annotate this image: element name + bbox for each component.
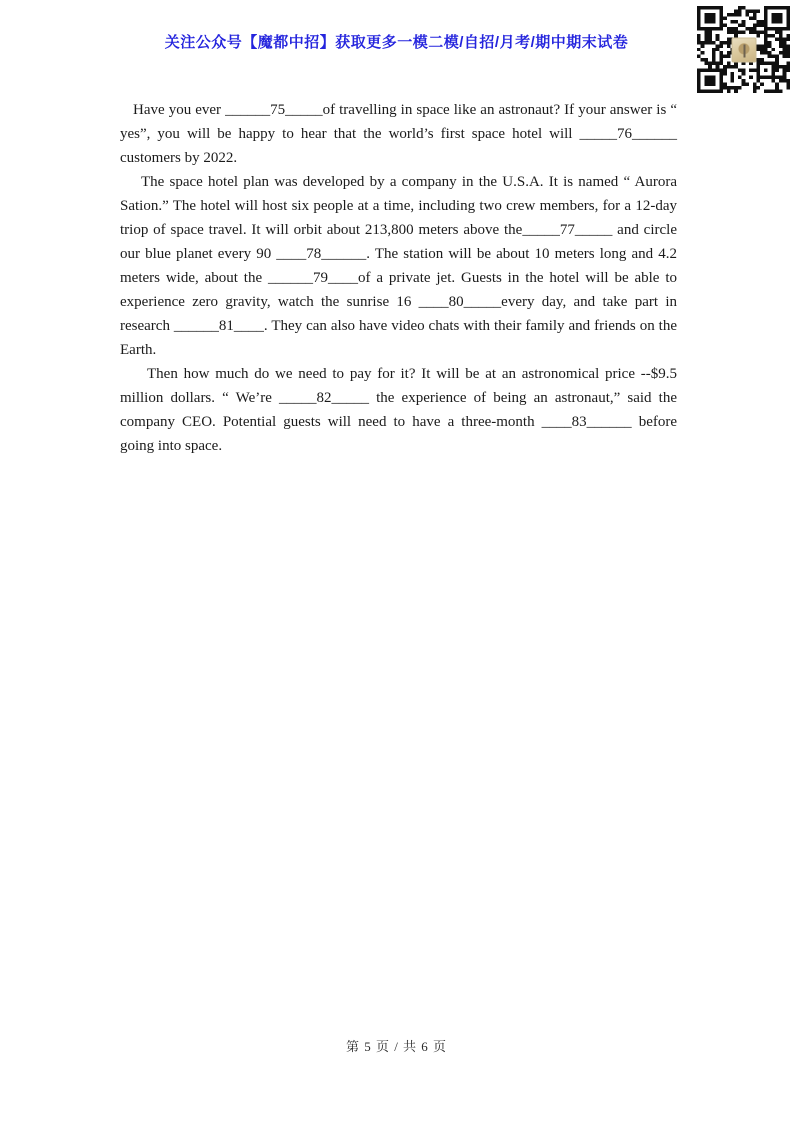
page-number-indicator: 第 5 页 / 共 6 页 — [345, 1039, 448, 1054]
header-banner — [0, 31, 793, 52]
paragraph-3: Then how much do we need to pay for it? It will be at an astronomical price --$9.5 million dollars. “ We’re _____82_____ the experience of being an astronaut,” said the company CEO. Potential guests will need to have a three-month ____83______ before going into space. — [120, 366, 677, 454]
paragraph-1: Have you ever ______75_____of travelling in space like an astronaut? If your answer is “ yes”, you will be happy to hear that the world’s first space hotel will _____76______ customers by 2022. — [120, 102, 677, 166]
passage-body — [120, 98, 677, 458]
qr-center-logo-icon — [731, 37, 756, 62]
paragraph-2: The space hotel plan was developed by a company in the U.S.A. It is named “ Aurora Sation.” The hotel will host six people at a time, including two crew members, for a 12-day triop of space travel. It will orbit about 213,800 meters above the_____77_____ and circle our blue planet every 90 ____78______. The station will be about 10 meters long and 4.2 meters wide, about the ______79____of a private jet. Guests in the hotel will be able to experience zero gravity, watch the sunrise 16 ____80_____every day, and take part in research ______81____. They can also have video chats with their family and friends on the Earth. — [120, 174, 677, 358]
header-notice: 关注公众号【魔都中招】获取更多一模二模/自招/月考/期中期末试卷 — [164, 34, 629, 51]
qr-code-icon — [697, 6, 790, 93]
